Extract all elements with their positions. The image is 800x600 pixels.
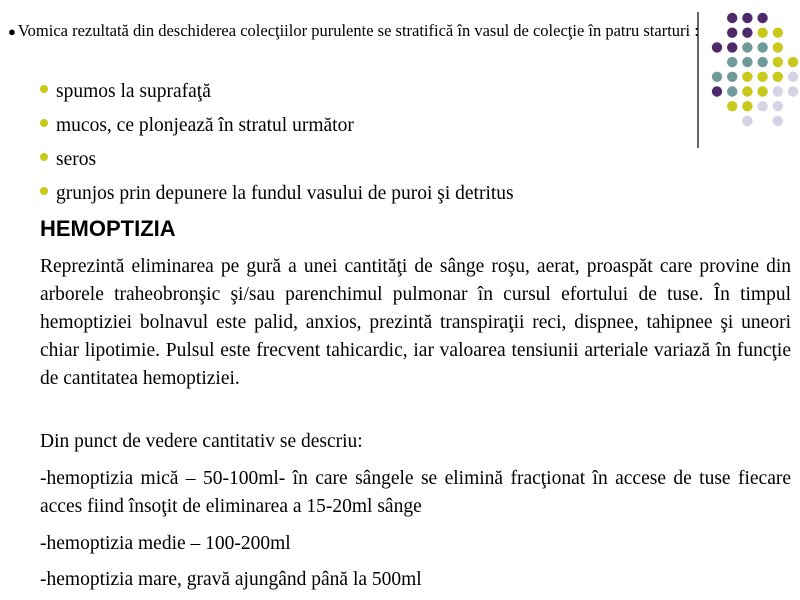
- layer-text: spumos la suprafaţă: [56, 81, 211, 102]
- decorative-dot: [727, 42, 737, 52]
- layer-item: [40, 148, 790, 172]
- decorative-dot: [788, 57, 798, 67]
- decorative-dot: [712, 42, 722, 52]
- type-item: -hemoptizia mică – 50-100ml- în care sângele se elimină fracţionat în accese de tuse fiecare acces fiind însoţit de eliminarea a 15-20ml sânge: [40, 468, 791, 517]
- type-item: -hemoptizia medie – 100-200ml: [40, 533, 291, 554]
- decorative-dot: [757, 42, 767, 52]
- section-title: HEMOPTIZIA: [40, 216, 176, 241]
- layer-item: [40, 80, 790, 104]
- intro-text: Vomica rezultată din deschiderea colecţiilor purulente se stratifică în vasul de colecţie în patru starturi :: [17, 21, 699, 40]
- intro-paragraph: [8, 20, 788, 43]
- layer-item: [40, 182, 790, 206]
- type-item: -hemoptizia mare, gravă ajungând până la 500ml: [40, 569, 422, 590]
- small-black-bullet-icon: ●: [8, 24, 16, 39]
- decorative-dot: [742, 42, 752, 52]
- decorative-dot: [757, 57, 767, 67]
- layer-item: [40, 114, 790, 138]
- layer-text: mucos, ce plonjează în stratul următor: [56, 115, 354, 136]
- decorative-dot: [773, 42, 783, 52]
- quantity-intro: Din punct de vedere cantitativ se descriu:: [40, 431, 363, 452]
- decorative-dot: [742, 57, 752, 67]
- layer-text: grunjos prin depunere la fundul vasului de puroi şi detritus: [56, 183, 514, 204]
- yellow-bullet-icon: [40, 153, 48, 161]
- yellow-bullet-icon: [40, 85, 48, 93]
- definition-paragraph: Reprezintă eliminarea pe gură a unei cantităţi de sânge roşu, aerat, proaspăt care provine din arborele traheobronşic şi/sau parenchimul pulmonar în cursul efortului de tuse. În timpul hemoptiziei bolnavul este palid, anxios, prezintă transpiraţii reci, dispnee, tahipnee şi uneori chiar lipotimie. Pulsul este frecvent tahicardic, iar valoarea tensiunii arteriale variază în funcţie de cantitatea hemoptiziei.: [40, 256, 791, 389]
- decorative-dot: [727, 57, 737, 67]
- yellow-bullet-icon: [40, 119, 48, 127]
- decorative-dot: [773, 57, 783, 67]
- yellow-bullet-icon: [40, 187, 48, 195]
- layer-text: seros: [56, 149, 97, 170]
